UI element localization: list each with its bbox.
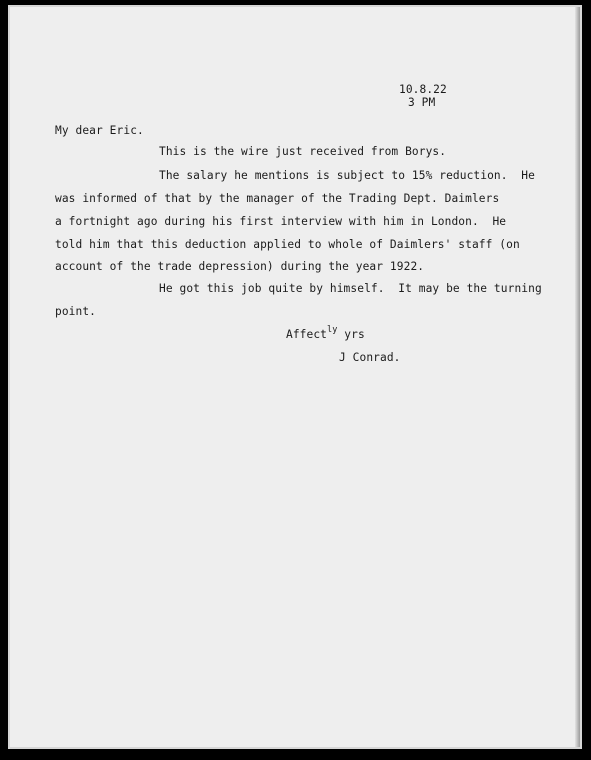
closing-prefix: Affect (286, 328, 328, 341)
body-line-2: The salary he mentions is subject to 15% reduction. He (159, 169, 535, 182)
body-line-1: This is the wire just received from Borys. (159, 145, 447, 158)
salutation: My dear Eric. (55, 124, 144, 137)
body-line-5: told him that this deduction applied to whole of Daimlers' staff (on (55, 238, 520, 251)
body-line-3: was informed of that by the manager of the Trading Dept. Daimlers (55, 192, 500, 205)
letter-date: 10.8.22 (399, 83, 447, 96)
letter-time: 3 PM (408, 96, 436, 109)
signature: J Conrad. (339, 351, 401, 364)
body-line-4: a fortnight ago during his first interview with him in London. He (55, 215, 507, 228)
body-line-7: He got this job quite by himself. It may be the turning (159, 282, 542, 295)
page-edge-shadow (575, 7, 580, 747)
closing-suffix: yrs (337, 328, 365, 341)
body-line-6: account of the trade depression) during the year 1922. (55, 260, 425, 273)
body-line-8: point. (55, 305, 97, 318)
closing-superscript: ly (327, 325, 338, 335)
closing (286, 325, 365, 341)
letter-page (8, 5, 582, 749)
